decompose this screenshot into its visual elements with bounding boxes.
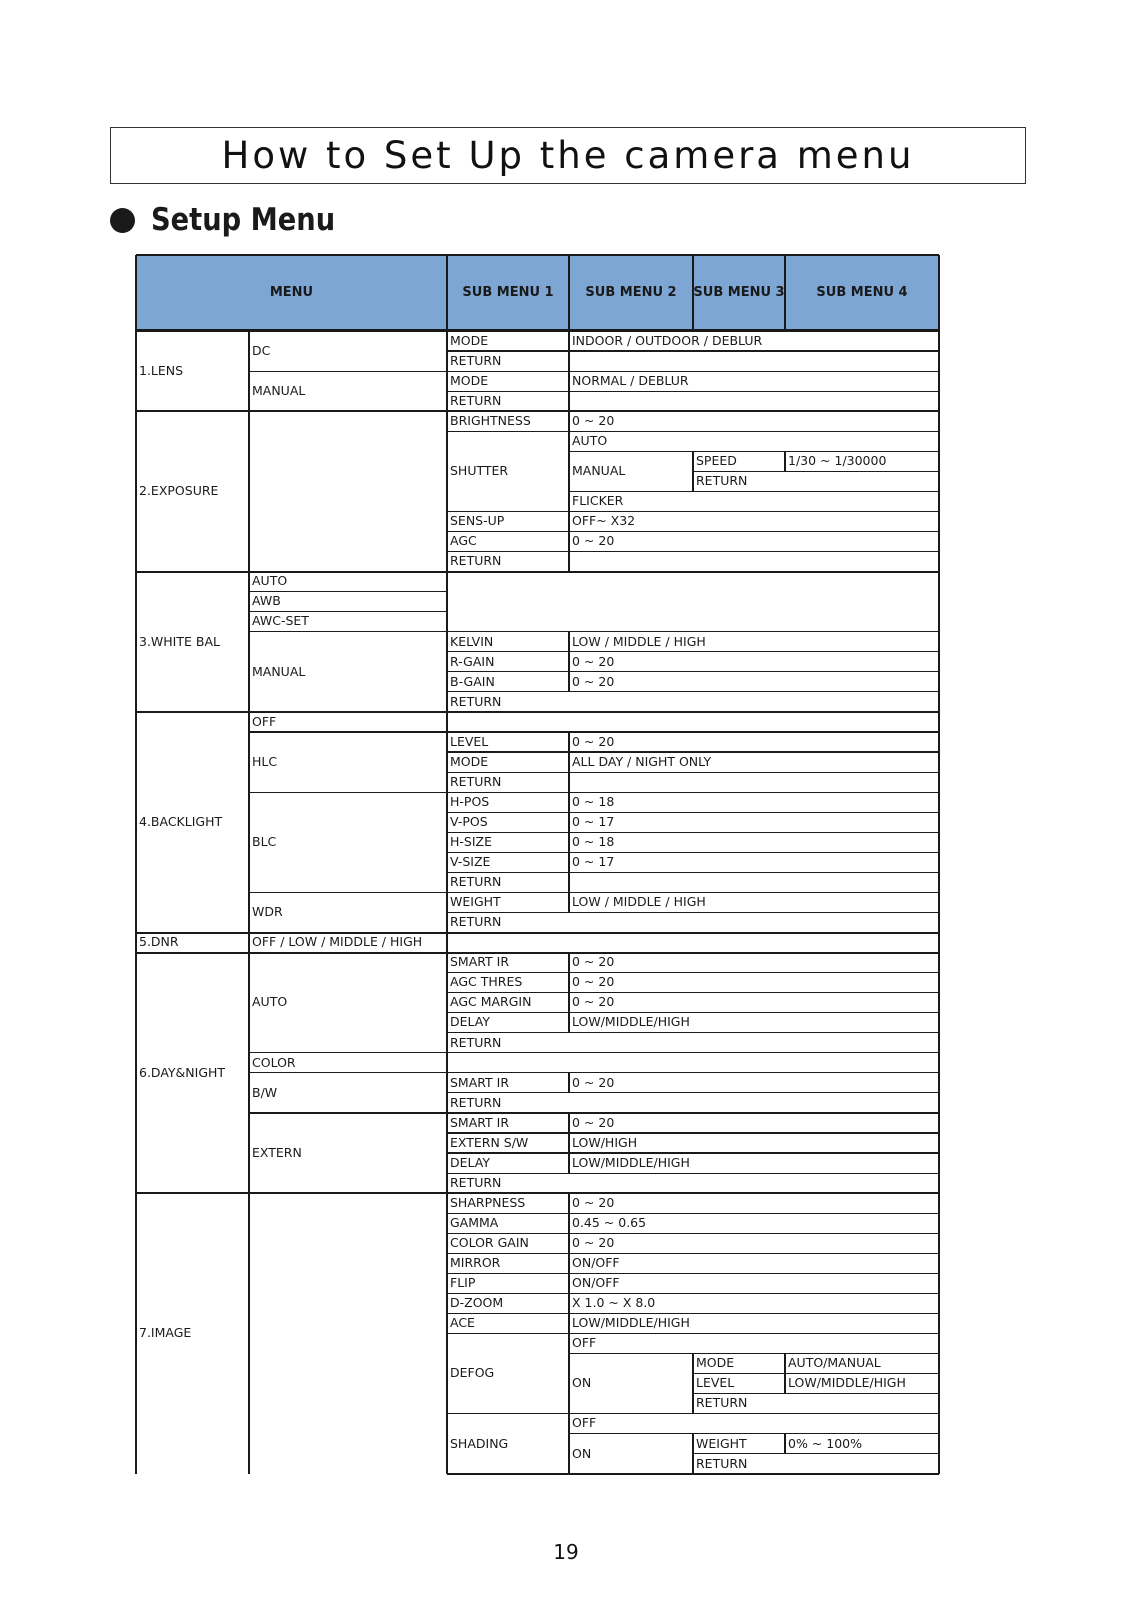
- grid-line: [568, 953, 569, 973]
- table-cell: RETURN: [450, 914, 502, 930]
- grid-line: [569, 1433, 693, 1434]
- grid-line: [568, 1434, 569, 1474]
- grid-line: [785, 1433, 939, 1434]
- grid-line: [447, 772, 569, 773]
- table-cell: SENS-UP: [450, 513, 505, 529]
- grid-line: [569, 531, 939, 532]
- table-cell: SMART IR: [450, 954, 510, 970]
- grid-line: [785, 451, 939, 452]
- table-cell: 0 ~ 20: [572, 974, 615, 990]
- table-cell: 0% ~ 100%: [788, 1435, 862, 1451]
- grid-line: [136, 254, 939, 256]
- table-cell: DELAY: [450, 1014, 490, 1030]
- grid-line: [447, 431, 569, 432]
- table-cell: OFF~ X32: [572, 513, 636, 529]
- table-cell: ON: [572, 1445, 592, 1461]
- grid-line: [569, 371, 939, 372]
- grid-line: [447, 1072, 569, 1073]
- grid-line: [568, 852, 569, 872]
- grid-line: [569, 671, 939, 672]
- grid-line: [568, 1193, 569, 1213]
- grid-line: [447, 892, 569, 893]
- grid-line: [447, 852, 569, 853]
- grid-line: [569, 451, 693, 452]
- grid-line: [569, 391, 939, 392]
- table-cell: ACE: [450, 1315, 475, 1331]
- table-cell: AGC THRES: [450, 974, 523, 990]
- grid-line: [447, 1052, 939, 1053]
- grid-line: [569, 631, 939, 632]
- grid-line: [568, 1213, 569, 1233]
- grid-line: [693, 1353, 785, 1354]
- table-cell: AGC: [450, 533, 477, 549]
- grid-line: [692, 1374, 693, 1394]
- grid-line: [568, 1153, 569, 1173]
- grid-line: [136, 410, 939, 412]
- grid-line: [568, 1354, 569, 1414]
- grid-line: [569, 1253, 939, 1254]
- grid-line: [447, 631, 569, 632]
- grid-line: [447, 531, 569, 532]
- grid-line: [938, 330, 940, 1474]
- table-cell: DC: [252, 342, 271, 358]
- grid-line: [568, 772, 569, 792]
- grid-line: [568, 732, 569, 752]
- grid-line: [568, 1273, 569, 1293]
- grid-line: [568, 255, 570, 330]
- grid-line: [569, 772, 939, 773]
- table-cell: DEFOG: [450, 1365, 495, 1381]
- grid-line: [692, 1354, 693, 1374]
- table-cell: MODE: [450, 753, 489, 769]
- grid-line: [447, 1313, 569, 1314]
- grid-line: [447, 1233, 569, 1234]
- grid-line: [568, 351, 569, 371]
- header-cell: MENU: [136, 255, 447, 330]
- grid-line: [692, 471, 693, 491]
- grid-line: [784, 1434, 785, 1454]
- table-cell: FLICKER: [572, 493, 624, 509]
- grid-line: [692, 451, 693, 471]
- grid-line: [693, 1433, 785, 1434]
- table-cell: 0 ~ 20: [572, 994, 615, 1010]
- grid-line: [568, 1013, 569, 1033]
- grid-line: [447, 731, 569, 732]
- grid-line: [569, 491, 939, 492]
- table-cell: AGC MARGIN: [450, 994, 532, 1010]
- grid-line: [249, 1052, 447, 1053]
- grid-line: [136, 952, 939, 954]
- grid-line: [568, 391, 569, 411]
- header-cell: SUB MENU 4: [785, 255, 939, 330]
- grid-line: [569, 1273, 939, 1274]
- grid-line: [447, 792, 569, 793]
- table-cell: MANUAL: [252, 663, 306, 679]
- header-cell: SUB MENU 1: [447, 255, 569, 330]
- grid-line: [568, 1334, 569, 1354]
- grid-line: [447, 1012, 569, 1013]
- grid-line: [569, 812, 939, 813]
- grid-line: [447, 1333, 569, 1334]
- table-cell: LEVEL: [450, 733, 489, 749]
- table-cell: 0 ~ 17: [572, 813, 615, 829]
- table-cell: OFF: [252, 713, 277, 729]
- table-cell: DELAY: [450, 1154, 490, 1170]
- grid-line: [568, 1293, 569, 1313]
- grid-line: [569, 1333, 939, 1334]
- table-cell: 1/30 ~ 1/30000: [788, 453, 887, 469]
- table-cell: D-ZOOM: [450, 1295, 504, 1311]
- grid-line: [249, 591, 447, 592]
- table-cell: AUTO: [252, 573, 288, 589]
- grid-line: [569, 1072, 939, 1073]
- grid-line: [446, 330, 448, 1474]
- grid-line: [447, 912, 939, 913]
- grid-line: [568, 752, 569, 772]
- grid-line: [136, 711, 939, 713]
- table-cell: SHUTTER: [450, 463, 509, 479]
- table-cell: INDOOR / OUTDOOR / DEBLUR: [572, 332, 763, 348]
- table-cell: AUTO: [572, 433, 608, 449]
- grid-line: [692, 1394, 693, 1414]
- table-cell: 0 ~ 20: [572, 1074, 615, 1090]
- grid-line: [447, 751, 569, 752]
- table-cell: 5.DNR: [139, 934, 179, 950]
- table-cell: SMART IR: [450, 1074, 510, 1090]
- grid-line: [784, 1374, 785, 1394]
- table-cell: KELVIN: [450, 633, 494, 649]
- table-cell: 0 ~ 20: [572, 1235, 615, 1251]
- table-cell: 0 ~ 20: [572, 653, 615, 669]
- table-cell: BLC: [252, 834, 277, 850]
- table-cell: GAMMA: [450, 1214, 499, 1230]
- grid-line: [569, 832, 939, 833]
- header-cell: SUB MENU 3: [693, 255, 785, 330]
- table-cell: R-GAIN: [450, 653, 495, 669]
- header-cell: SUB MENU 2: [569, 255, 693, 330]
- grid-line: [447, 551, 569, 552]
- table-cell: 3.WHITE BAL: [139, 633, 220, 649]
- table-cell: RETURN: [450, 392, 502, 408]
- grid-line: [569, 651, 939, 652]
- grid-line: [569, 852, 939, 853]
- table-cell: BRIGHTNESS: [450, 412, 531, 428]
- grid-line: [569, 972, 939, 973]
- grid-line: [569, 1313, 939, 1314]
- table-cell: B-GAIN: [450, 673, 495, 689]
- grid-line: [568, 491, 569, 511]
- table-cell: OFF: [572, 1335, 597, 1351]
- grid-line: [569, 551, 939, 552]
- grid-line: [693, 1373, 785, 1374]
- grid-line: [447, 371, 569, 372]
- grid-line: [569, 1213, 939, 1214]
- grid-line: [568, 993, 569, 1013]
- grid-line: [568, 1233, 569, 1253]
- table-cell: 0 ~ 20: [572, 412, 615, 428]
- grid-line: [693, 1393, 939, 1394]
- table-cell: 0 ~ 20: [572, 1114, 615, 1130]
- grid-line: [446, 255, 448, 330]
- grid-line: [568, 792, 569, 812]
- grid-line: [692, 255, 694, 330]
- grid-line: [568, 672, 569, 692]
- grid-line: [568, 832, 569, 852]
- table-cell: EXTERN: [252, 1144, 302, 1160]
- table-cell: SHARPNESS: [450, 1194, 526, 1210]
- grid-line: [447, 1112, 569, 1113]
- grid-line: [568, 1133, 569, 1153]
- grid-line: [136, 329, 939, 331]
- grid-line: [447, 691, 939, 692]
- grid-line: [248, 330, 250, 1474]
- table-cell: ALL DAY / NIGHT ONLY: [572, 753, 712, 769]
- grid-line: [568, 411, 569, 431]
- grid-line: [569, 1293, 939, 1294]
- grid-line: [568, 1113, 569, 1133]
- grid-line: [135, 330, 137, 1474]
- table-cell: FLIP: [450, 1275, 476, 1291]
- grid-line: [568, 973, 569, 993]
- table-cell: SPEED: [696, 453, 737, 469]
- grid-line: [569, 992, 939, 993]
- table-cell: RETURN: [450, 1034, 502, 1050]
- table-cell: LOW/MIDDLE/HIGH: [788, 1375, 906, 1391]
- grid-line: [568, 632, 569, 652]
- grid-line: [447, 1473, 939, 1475]
- table-cell: 0 ~ 20: [572, 954, 615, 970]
- table-cell: RETURN: [450, 553, 502, 569]
- page-title: How to Set Up the camera menu: [221, 134, 915, 177]
- grid-line: [447, 391, 569, 392]
- table-cell: RETURN: [450, 1094, 502, 1110]
- grid-line: [692, 1434, 693, 1454]
- grid-line: [447, 1253, 569, 1254]
- table-cell: 0 ~ 20: [572, 1194, 615, 1210]
- grid-line: [447, 1132, 569, 1133]
- grid-line: [568, 892, 569, 912]
- grid-line: [569, 431, 939, 432]
- grid-line: [249, 1112, 447, 1113]
- table-cell: LOW/MIDDLE/HIGH: [572, 1315, 690, 1331]
- grid-line: [569, 511, 939, 512]
- table-cell: OFF: [572, 1415, 597, 1431]
- table-cell: COLOR: [252, 1054, 296, 1070]
- table-cell: RETURN: [450, 1174, 502, 1190]
- grid-line: [569, 1132, 939, 1133]
- table-cell: 0 ~ 17: [572, 854, 615, 870]
- grid-line: [249, 611, 447, 612]
- table-cell: WDR: [252, 904, 283, 920]
- grid-line: [784, 255, 786, 330]
- grid-line: [569, 792, 939, 793]
- grid-line: [249, 631, 447, 632]
- grid-line: [569, 1413, 939, 1414]
- grid-line: [785, 1373, 939, 1374]
- table-cell: MODE: [450, 332, 489, 348]
- grid-line: [447, 832, 569, 833]
- grid-line: [569, 872, 939, 873]
- grid-line: [447, 812, 569, 813]
- table-cell: LOW/MIDDLE/HIGH: [572, 1154, 690, 1170]
- grid-line: [447, 1413, 569, 1414]
- grid-line: [568, 552, 569, 572]
- grid-line: [569, 1353, 693, 1354]
- grid-line: [447, 1293, 569, 1294]
- table-cell: AUTO: [252, 994, 288, 1010]
- table-cell: 1.LENS: [139, 362, 184, 378]
- grid-line: [569, 1233, 939, 1234]
- grid-line: [249, 1072, 447, 1073]
- grid-line: [693, 451, 785, 452]
- table-cell: RETURN: [696, 473, 748, 489]
- grid-line: [568, 331, 569, 351]
- grid-line: [447, 1152, 569, 1153]
- grid-line: [569, 1152, 939, 1153]
- grid-line: [447, 1092, 939, 1093]
- grid-line: [447, 511, 569, 512]
- grid-line: [249, 731, 447, 732]
- grid-line: [447, 872, 569, 873]
- table-cell: V-POS: [450, 813, 488, 829]
- grid-line: [249, 792, 447, 793]
- table-cell: NORMAL / DEBLUR: [572, 372, 689, 388]
- table-cell: RETURN: [696, 1395, 748, 1411]
- grid-line: [447, 972, 569, 973]
- grid-line: [135, 255, 137, 330]
- table-cell: 0 ~ 20: [572, 733, 615, 749]
- table-cell: OFF / LOW / MIDDLE / HIGH: [252, 934, 423, 950]
- grid-line: [569, 1112, 939, 1113]
- table-cell: ON: [572, 1375, 592, 1391]
- table-cell: LEVEL: [696, 1375, 735, 1391]
- grid-line: [784, 1354, 785, 1374]
- table-cell: 2.EXPOSURE: [139, 483, 219, 499]
- grid-line: [693, 1453, 939, 1454]
- table-cell: RETURN: [450, 352, 502, 368]
- table-cell: 0 ~ 20: [572, 673, 615, 689]
- table-cell: HLC: [252, 753, 278, 769]
- grid-line: [568, 451, 569, 491]
- grid-line: [784, 451, 785, 471]
- table-cell: X 1.0 ~ X 8.0: [572, 1295, 656, 1311]
- table-cell: H-SIZE: [450, 834, 492, 850]
- grid-line: [447, 671, 569, 672]
- table-cell: ON/OFF: [572, 1275, 620, 1291]
- grid-line: [568, 872, 569, 892]
- table-cell: LOW/MIDDLE/HIGH: [572, 1014, 690, 1030]
- table-cell: EXTERN S/W: [450, 1134, 529, 1150]
- section-heading-text: Setup Menu: [151, 202, 336, 238]
- grid-line: [136, 1192, 939, 1194]
- table-cell: 0 ~ 20: [572, 533, 615, 549]
- grid-line: [568, 431, 569, 451]
- table-cell: 6.DAY&NIGHT: [139, 1064, 226, 1080]
- table-cell: RETURN: [450, 693, 502, 709]
- table-cell: MANUAL: [572, 463, 626, 479]
- grid-line: [447, 350, 569, 351]
- grid-line: [569, 731, 939, 732]
- table-cell: RETURN: [450, 874, 502, 890]
- grid-line: [569, 1012, 939, 1013]
- table-cell: SMART IR: [450, 1114, 510, 1130]
- grid-line: [447, 1173, 939, 1174]
- table-cell: 0.45 ~ 0.65: [572, 1214, 647, 1230]
- table-cell: WEIGHT: [450, 894, 501, 910]
- grid-line: [447, 1213, 569, 1214]
- table-cell: B/W: [252, 1084, 278, 1100]
- grid-line: [568, 652, 569, 672]
- grid-line: [693, 471, 939, 472]
- grid-line: [249, 892, 447, 893]
- table-cell: 4.BACKLIGHT: [139, 813, 223, 829]
- grid-line: [568, 1313, 569, 1333]
- table-cell: V-SIZE: [450, 854, 491, 870]
- table-cell: SHADING: [450, 1435, 509, 1451]
- grid-line: [447, 651, 569, 652]
- table-cell: 0 ~ 18: [572, 793, 615, 809]
- grid-line: [447, 1032, 939, 1033]
- grid-line: [569, 350, 939, 351]
- table-cell: AWC-SET: [252, 613, 309, 629]
- table-cell: MIRROR: [450, 1255, 501, 1271]
- grid-line: [692, 1454, 693, 1474]
- table-cell: AUTO/MANUAL: [788, 1355, 881, 1371]
- table-cell: RETURN: [696, 1455, 748, 1471]
- table-cell: LOW/HIGH: [572, 1134, 638, 1150]
- grid-line: [568, 511, 569, 531]
- table-cell: RETURN: [450, 773, 502, 789]
- grid-line: [568, 1253, 569, 1273]
- grid-line: [447, 1273, 569, 1274]
- table-cell: H-POS: [450, 793, 490, 809]
- grid-line: [136, 932, 939, 934]
- table-cell: COLOR GAIN: [450, 1235, 529, 1251]
- grid-line: [785, 1353, 939, 1354]
- table-cell: LOW / MIDDLE / HIGH: [572, 633, 706, 649]
- table-cell: LOW / MIDDLE / HIGH: [572, 894, 706, 910]
- table-cell: WEIGHT: [696, 1435, 747, 1451]
- table-cell: MANUAL: [252, 382, 306, 398]
- grid-line: [447, 992, 569, 993]
- grid-line: [568, 1414, 569, 1434]
- grid-line: [938, 255, 940, 330]
- grid-line: [568, 532, 569, 552]
- grid-line: [569, 892, 939, 893]
- grid-line: [568, 812, 569, 832]
- table-cell: MODE: [450, 372, 489, 388]
- grid-line: [136, 571, 939, 573]
- table-cell: AWB: [252, 593, 281, 609]
- page-number: 19: [553, 1540, 579, 1564]
- grid-line: [568, 1073, 569, 1093]
- table-cell: ON/OFF: [572, 1255, 620, 1271]
- table-cell: MODE: [696, 1355, 735, 1371]
- grid-line: [568, 371, 569, 391]
- table-cell: 0 ~ 18: [572, 834, 615, 850]
- table-cell: 7.IMAGE: [139, 1325, 192, 1341]
- grid-line: [569, 751, 939, 752]
- grid-line: [249, 371, 447, 372]
